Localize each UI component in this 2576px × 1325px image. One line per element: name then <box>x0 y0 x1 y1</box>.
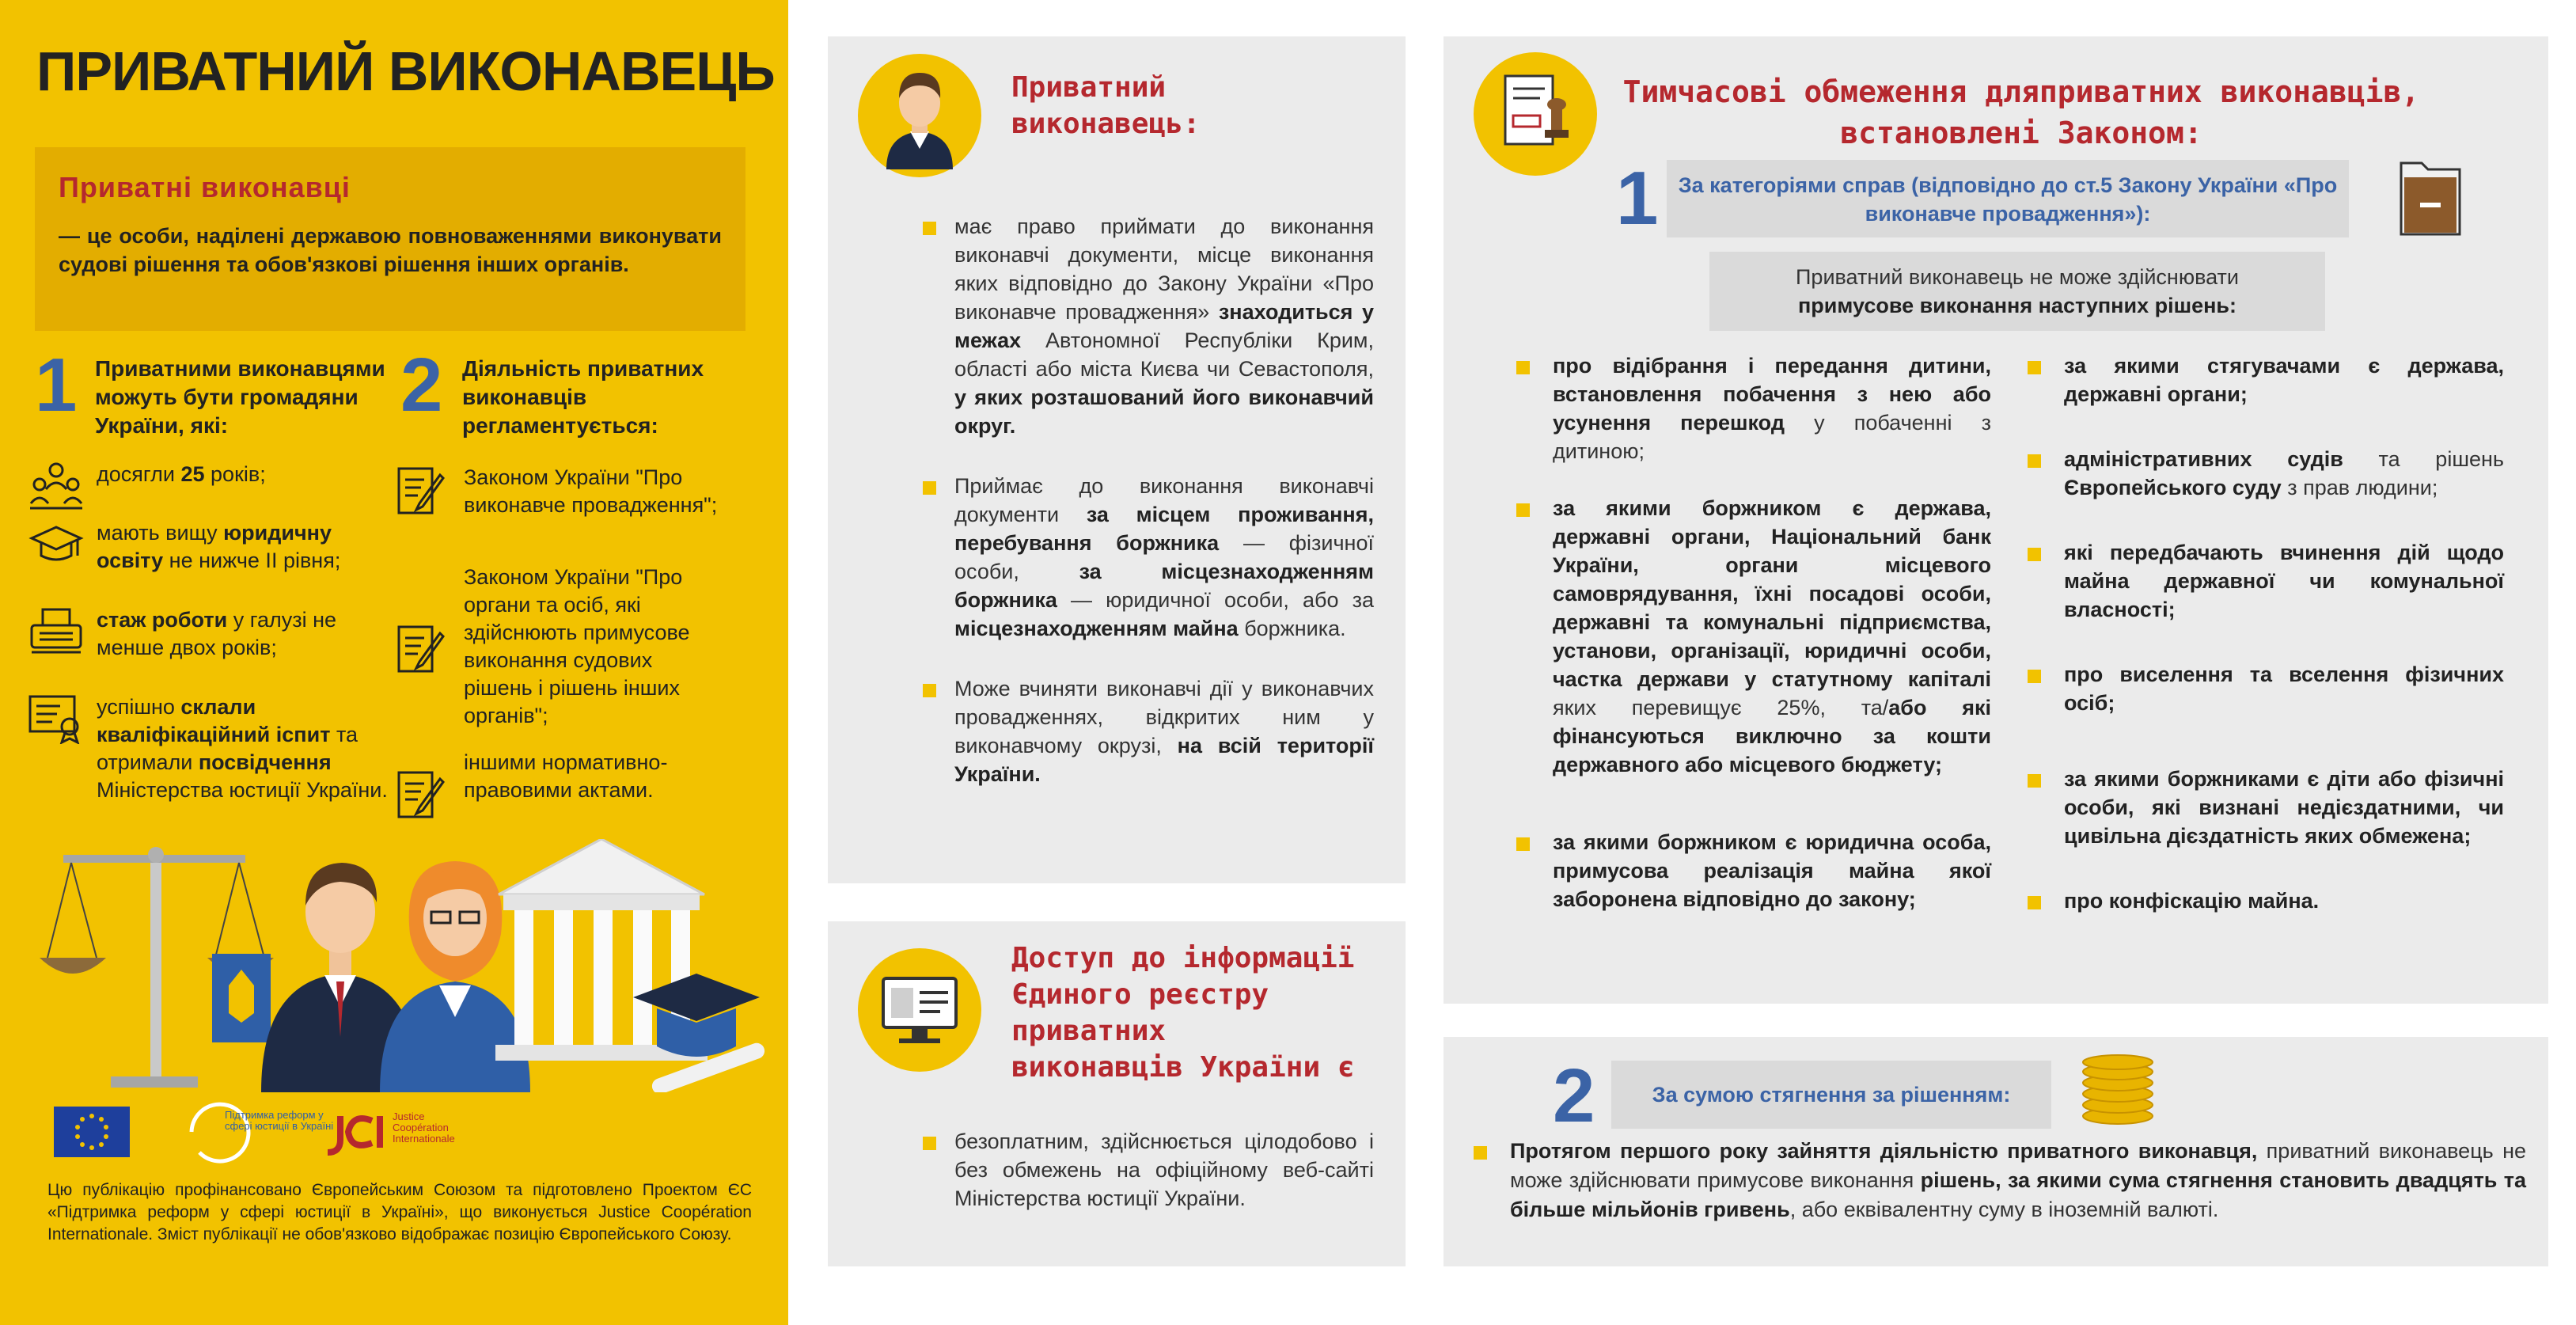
coins-icon <box>2078 1054 2157 1127</box>
list-item: безоплатним, здійснюється цілодобово і без обмежень на офіційному веб-сайті Міністерства юстиції України. <box>923 1127 1374 1213</box>
amount-restriction-text: Протягом першого року зайняття діяльністю приватного виконавця, приватний виконавець не може здійснювати примусове виконання рішень, за якими сума стягнення становить двадцять та більше мільйонів гривень, або еквівалентну суму в іноземній валюті. <box>1474 1137 2526 1224</box>
list-item: про виселення та вселення фізичних осіб; <box>2028 660 2504 717</box>
section-number-1: 1 <box>1616 156 1659 241</box>
requirement-text: стаж роботи у галузі не менше двох років; <box>97 608 337 659</box>
list-item: за якими боржником є юридична особа, примусова реалізація майна якої заборонена відповідно до закону; <box>1516 828 1991 913</box>
document-pen-icon <box>396 464 446 519</box>
disclaimer-text: Цю публікацію профінансовано Європейським Союзом та підготовлено Проектом ЄС «Підтримка реформ у сфері юстиції в Україні», що виконується Justice Coopération Internationale. Зміст публікації не обов'язково відображає позицію Європейського Союзу. <box>47 1181 752 1243</box>
list-item: має право приймати до виконання виконавчі документи, місце виконання яких відповідно до Закону України «Про виконавче провадження» знаходиться у межах Автономної Республіки Крим, області або міста Києва чи Севастополя, у яких розташований його виконавчий округ. <box>923 212 1374 440</box>
registry-access-card <box>828 921 1406 1266</box>
requirement-text: досягли 25 років; <box>97 462 266 486</box>
section-number-2: 2 <box>1553 1054 1595 1138</box>
computer-circle <box>858 948 981 1072</box>
list-item: за якими стягувачами є держава, державні органи; <box>2028 351 2504 408</box>
notice-line-1: Приватний виконавець не може здійснювати <box>1796 265 2239 289</box>
restrictions-list-right <box>2028 351 2504 915</box>
requirement-age <box>28 461 377 524</box>
requirements-heading: Приватними виконавцями можуть бути громадяни України, які: <box>95 356 385 438</box>
document-pen-icon <box>396 768 446 823</box>
amount-banner: За сумою стягнення за рішенням: <box>1611 1061 2051 1129</box>
jci-logo-text-3: Internationale <box>393 1133 455 1145</box>
jci-logo-text-2: Coopération <box>393 1122 449 1133</box>
law-text: Законом України "Про органи та осіб, які здійснюють примусове виконання судових рішень і рішень інших органів"; <box>464 565 690 727</box>
law-text: Законом України "Про виконавче провадження"; <box>464 465 718 517</box>
logos-row <box>47 1100 522 1164</box>
requirement-exam <box>28 693 388 802</box>
definition-title: Приватні виконавці <box>59 171 351 203</box>
requirement-education <box>28 519 377 583</box>
businessman-icon <box>858 54 981 177</box>
laws-heading: Діяльність приватних виконавців регламентується: <box>462 356 704 438</box>
notice-line-2: примусове виконання наступних рішень: <box>1797 294 2237 317</box>
list-item: за якими боржником є держава, державні органи, Національний банк України, органи місцевого самоврядування, їхні посадові особи, державні та комунальні підприємства, установи, організації, юридичні особи, частка держави у статутному капіталі яких перевищує 25%, та/або які фінансуються виключно за кошти державного або місцевого бюджету; <box>1516 494 1991 779</box>
section-number-1: 1 <box>35 343 78 427</box>
stamp-circle <box>1474 52 1597 176</box>
page-title: ПРИВАТНИЙ ВИКОНАВЕЦЬ <box>36 40 775 102</box>
list-item: адміністративних судів та рішень Європейського суду з прав людини; <box>2028 445 2504 502</box>
law-text: іншими нормативно-правовими актами. <box>464 750 668 802</box>
amount-restriction-card <box>1444 1037 2548 1266</box>
requirement-text: мають вищу юридичну освіту не нижче ІІ рівня; <box>97 521 341 572</box>
list-item: Приймає до виконання виконавчі документи за місцем проживання, перебування боржника — фізичної особи, за місцезнаходженням боржника — юридичної особи, або за місцезнаходженням майна боржника. <box>923 472 1374 643</box>
computer-icon <box>858 948 981 1072</box>
certificate-icon <box>28 693 84 744</box>
registry-list <box>923 1127 1374 1244</box>
folder-icon <box>2396 155 2464 237</box>
graduation-cap-icon <box>28 519 84 570</box>
jci-logo-text-1: Justice <box>393 1110 425 1122</box>
list-item: про відібрання і передання дитини, встановлення побачення з нею або усунення перешкод у побаченні з дитиною; <box>1516 351 1991 465</box>
executor-rights-card <box>828 36 1406 883</box>
requirement-experience <box>28 606 377 670</box>
left-panel <box>0 0 788 1325</box>
definition-box <box>35 147 745 331</box>
avatar <box>858 54 981 177</box>
list-item: про конфіскацію майна. <box>2028 886 2504 915</box>
definition-text: — це особи, наділені державою повноваженнями виконувати судові рішення та обов'язкові рішення інших органів. <box>59 224 722 276</box>
notice-box <box>1709 252 2325 331</box>
eu-flag-logo <box>54 1107 130 1157</box>
justice-illustration <box>32 839 768 1092</box>
stamp-document-icon <box>1474 52 1597 176</box>
section-number-2: 2 <box>400 343 443 427</box>
reform-logo-text: Підтримка реформ у сфері юстиції в Україні <box>225 1109 334 1132</box>
list-item: які передбачають вчинення дій щодо майна державної чи комунальної власності; <box>2028 538 2504 624</box>
rights-list <box>923 212 1374 820</box>
list-item: за якими боржниками є діти або фізичні особи, які визнані недієздатними, чи цивільна дієздатність яких обмежена; <box>2028 765 2504 850</box>
people-icon <box>28 461 84 511</box>
restrictions-list-left <box>1516 351 1991 913</box>
graduation-cap-illustration <box>633 974 767 1092</box>
card-title: Приватний виконавець: <box>1011 71 1201 140</box>
list-item: Може вчиняти виконавчі дії у виконавчих провадженнях, відкритих ним у виконавчому окрузі, на всій території України. <box>923 674 1374 788</box>
restrictions-card <box>1444 36 2548 1004</box>
requirement-text: успішно склали кваліфікаційний іспит та отримали посвідчення Міністерства юстиції України. <box>97 695 388 802</box>
typewriter-icon <box>28 606 84 657</box>
card-title: Доступ до інформації Єдиного реєстру приватних виконавців України є <box>1011 942 1355 1084</box>
card-title: Тимчасові обмеження дляприватних виконавців, встановлені Законом: <box>1622 74 2420 150</box>
document-pen-icon <box>396 622 446 678</box>
category-banner: За категоріями справ (відповідно до ст.5 Закону України «Про виконавче провадження»): <box>1667 160 2349 237</box>
